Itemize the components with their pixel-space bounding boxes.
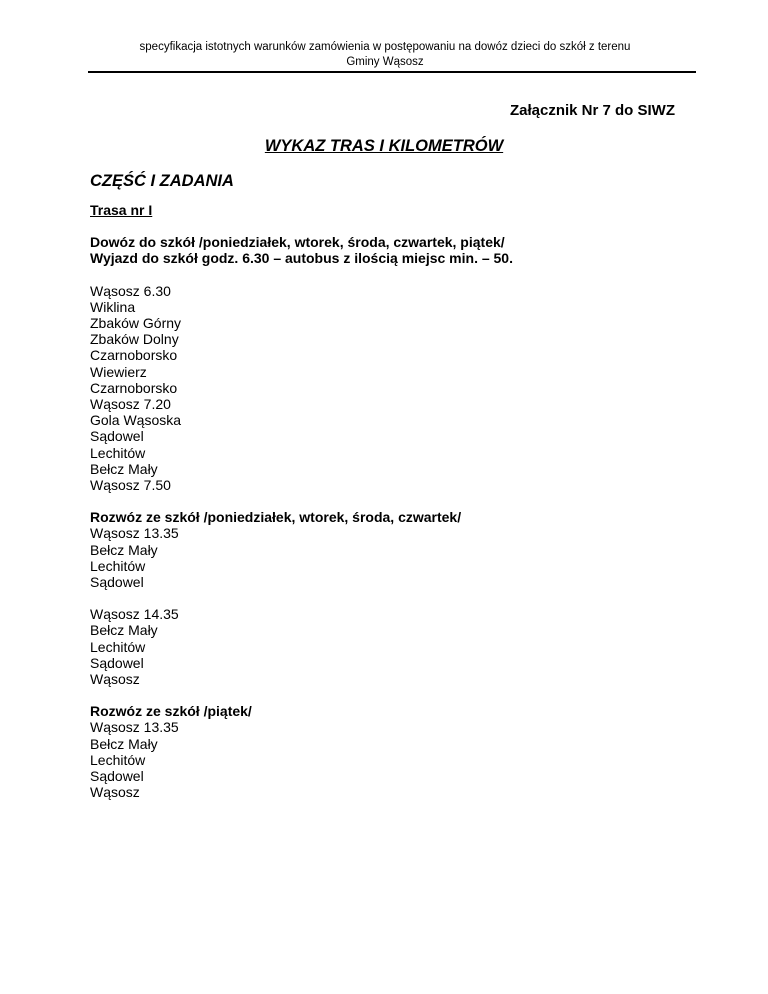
stop-item: Gola Wąsoska (90, 412, 182, 429)
stop-item: Wąsosz 7.20 (90, 396, 171, 413)
stop-list-rozwoz-3 (90, 703, 690, 800)
document-title: WYKAZ TRAS I KILOMETRÓW (264, 137, 504, 155)
stop-list-dowoz (90, 283, 690, 494)
stop-item: Lechitów (90, 557, 146, 574)
stop-item: Bełcz Mały (90, 735, 158, 752)
stop-item: Wiewierz (90, 363, 147, 380)
stop-list-rozwoz-2 (90, 606, 690, 687)
stop-item: Sądowel (90, 654, 144, 671)
stop-item: Sądowel (90, 768, 144, 785)
rozwoz-heading-mon-thu: Rozwóz ze szkół /poniedziałek, wtorek, środa, czwartek/ (90, 509, 462, 526)
stop-item: Wąsosz (90, 671, 140, 688)
stop-item: Czarnoborsko (90, 379, 178, 396)
stop-item: Zbaków Górny (90, 315, 182, 332)
stop-item: Bełcz Mały (90, 622, 158, 639)
dowoz-heading (90, 234, 690, 266)
stop-item: Sądowel (90, 574, 144, 591)
stop-item: Wąsosz 13.35 (90, 719, 179, 736)
stop-item: Wąsosz 14.35 (90, 606, 179, 623)
rozwoz-heading-friday: Rozwóz ze szkół /piątek/ (90, 703, 252, 720)
stop-item: Wąsosz (90, 784, 140, 801)
stop-item: Lechitów (90, 638, 146, 655)
stop-item: Wąsosz 6.30 (90, 282, 171, 299)
annex-label: Załącznik Nr 7 do SIWZ (509, 102, 675, 119)
stop-item: Zbaków Dolny (90, 331, 179, 348)
header-rule-accent-right (520, 71, 660, 74)
stop-item: Bełcz Mały (90, 460, 158, 477)
stop-item: Czarnoborsko (90, 347, 178, 364)
header-line-1: specyfikacja istotnych warunków zamówienia w postępowaniu na dowóz dzieci do szkół z terenu (139, 41, 631, 53)
stop-item: Wiklina (90, 298, 136, 315)
page-header (90, 40, 680, 70)
stop-item: Bełcz Mały (90, 541, 158, 558)
route-heading: Trasa nr I (90, 202, 153, 218)
stop-item: Lechitów (90, 444, 146, 461)
header-rule-accent-left (105, 71, 245, 74)
stop-item: Lechitów (90, 751, 146, 768)
stop-item: Wąsosz 13.35 (90, 525, 179, 542)
header-line-2: Gminy Wąsosz (346, 56, 424, 68)
dowoz-departure: Wyjazd do szkół godz. 6.30 – autobus z ilością miejsc min. – 50. (90, 250, 513, 267)
stop-item: Sądowel (90, 428, 144, 445)
section-heading: CZĘŚĆ I ZADANIA (90, 172, 234, 190)
stop-item: Wąsosz 7.50 (90, 477, 171, 494)
dowoz-days: Dowóz do szkół /poniedziałek, wtorek, środa, czwartek, piątek/ (90, 234, 505, 251)
stop-list-rozwoz-1 (90, 509, 690, 590)
document-body (90, 202, 690, 817)
